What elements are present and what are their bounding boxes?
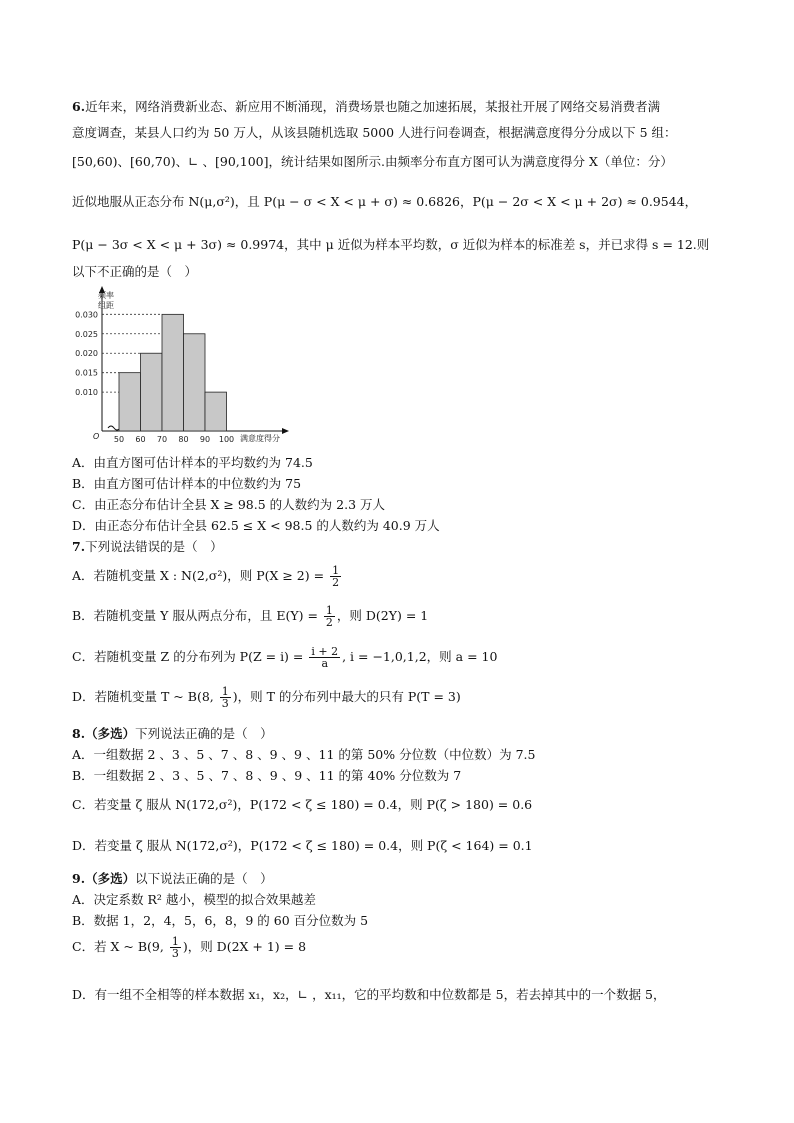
q6-number: 6. xyxy=(72,99,86,114)
x-axis-arrow xyxy=(282,428,289,434)
q9-c-fraction xyxy=(170,936,181,959)
q7-d-text: D．若随机变量 T ~ B(8, xyxy=(72,689,218,704)
q6-line3: [50,60)、[60,70)、∟ 、[90,100]，统计结果如图所示.由频率分布直方图可认为满意度得分 X（单位：分） xyxy=(72,154,673,169)
histogram-bar xyxy=(119,373,141,431)
q9-tag: （多选） xyxy=(85,871,136,886)
q7-b-num: 1 xyxy=(325,604,333,617)
q7-a-text: A．若随机变量 X : N(2,σ²)，则 P(X ≥ 2) = xyxy=(72,568,329,583)
q7-stem-text: 下列说法错误的是（ ） xyxy=(85,539,223,554)
q6-option-a: A．由直方图可估计样本的平均数约为 74.5 xyxy=(72,455,313,470)
histogram-chart xyxy=(72,283,312,445)
q7-c-fraction xyxy=(309,646,340,669)
q7-c-den: a xyxy=(321,657,328,670)
q7-a-den: 2 xyxy=(332,576,340,589)
q7-b-fraction xyxy=(324,605,335,628)
histogram-bar xyxy=(205,392,227,431)
x-tick-label: 50 xyxy=(113,435,125,444)
q9-c-post: )，则 D(2X + 1) = 8 xyxy=(182,939,307,954)
q9-option-b: B．数据 1，2，4，5，6，8，9 的 60 百分位数为 5 xyxy=(72,913,369,928)
q6-line4: 近似地服从正态分布 N(μ,σ²)，且 P(μ − σ < X < μ + σ) ≈ 0.6826，P(μ − 2σ < X < μ + 2σ) ≈ 0.9544， xyxy=(72,194,698,209)
q6-option-c: C．由正态分布估计全县 X ≥ 98.5 的人数约为 2.3 万人 xyxy=(72,497,385,512)
q9-stem-text: 以下说法正确的是（ ） xyxy=(135,871,273,886)
q6-line2: 意度调查，某县人口约为 50 万人，从该县随机选取 5000 人进行问卷调查，根据满意度得分分成以下 5 组： xyxy=(72,125,677,140)
y-tick-label: 0.015 xyxy=(75,368,98,378)
x-axis-label: 满意度得分 xyxy=(240,434,280,443)
q7-option-b xyxy=(72,605,428,628)
x-tick-label: 70 xyxy=(156,435,168,444)
q8-option-c: C．若变量 ζ 服从 N(172,σ²)，P(172 < ζ ≤ 180) = 0.4，则 P(ζ > 180) = 0.6 xyxy=(72,797,533,812)
histogram-bar xyxy=(141,353,163,431)
q6-option-b: B．由直方图可估计样本的中位数约为 75 xyxy=(72,476,302,491)
q6-line6: 以下不正确的是（ ） xyxy=(72,264,198,279)
histogram-bar xyxy=(184,334,206,431)
q8-option-d: D．若变量 ζ 服从 N(172,σ²)，P(172 < ζ ≤ 180) = 0.4，则 P(ζ < 164) = 0.1 xyxy=(72,838,533,853)
q7-b-den: 2 xyxy=(325,616,333,629)
q7-d-post: )，则 T 的分布列中最大的只有 P(T = 3) xyxy=(232,689,461,704)
q6-line1 xyxy=(72,97,660,115)
origin-label: O xyxy=(93,432,100,441)
y-tick-label: 0.020 xyxy=(75,349,98,359)
q7-c-text: C．若随机变量 Z 的分布列为 P(Z = i) = xyxy=(72,649,308,664)
q6-option-d: D．由正态分布估计全县 62.5 ≤ X < 98.5 的人数约为 40.9 万人 xyxy=(72,518,440,533)
q7-a-fraction xyxy=(330,565,341,588)
x-tick-label: 80 xyxy=(178,435,189,444)
q9-c-num: 1 xyxy=(171,935,179,948)
y-tick-label: 0.010 xyxy=(75,388,98,398)
q6-line5: P(μ − 3σ < X < μ + 3σ) ≈ 0.9974，其中 μ 近似为样本平均数，σ 近似为样本的标准差 s，并已求得 s = 12.则 xyxy=(72,237,710,252)
q7-b-text: B．若随机变量 Y 服从两点分布，且 E(Y) = xyxy=(72,608,322,623)
histogram-bar xyxy=(162,314,184,431)
q7-c-post: , i = −1,0,1,2，则 a = 10 xyxy=(342,649,498,664)
q7-b-post: ，则 D(2Y) = 1 xyxy=(336,608,429,623)
q7-option-d xyxy=(72,686,461,709)
q7-d-fraction xyxy=(220,686,231,709)
q9-option-a: A．决定系数 R² 越小，模型的拟合效果越差 xyxy=(72,892,316,907)
q8-option-b: B．一组数据 2 、3 、5 、7 、8 、9 、9 、11 的第 40% 分位数为 7 xyxy=(72,768,462,783)
q9-stem xyxy=(72,869,273,887)
q9-c-den: 3 xyxy=(171,947,179,960)
q8-tag: （多选） xyxy=(85,726,136,741)
q7-number: 7. xyxy=(72,539,86,554)
x-tick-label: 60 xyxy=(135,435,146,444)
q6-line1-text: 近年来，网络消费新业态、新应用不断涌现，消费场景也随之加速拓展，某报社开展了网络交易消费者满 xyxy=(85,99,661,114)
q9-option-c xyxy=(72,936,306,959)
axis-break-mark xyxy=(108,426,120,430)
q7-option-c xyxy=(72,646,497,669)
x-tick-label: 90 xyxy=(199,435,211,444)
q9-c-text: C．若 X ~ B(9, xyxy=(72,939,168,954)
q8-number: 8. xyxy=(72,726,86,741)
q7-c-num: i + 2 xyxy=(311,645,339,658)
q7-stem xyxy=(72,537,223,555)
q9-number: 9. xyxy=(72,871,86,886)
q8-stem xyxy=(72,724,273,742)
y-label-top: 频率 xyxy=(98,291,114,300)
q8-stem-text: 下列说法正确的是（ ） xyxy=(135,726,273,741)
x-tick-label: 100 xyxy=(218,435,235,444)
q7-option-a xyxy=(72,565,343,588)
q9-option-d: D．有一组不全相等的样本数据 x₁，x₂，∟ ，x₁₁，它的平均数和中位数都是 5，若去掉其中的一个数据 5， xyxy=(72,987,666,1002)
q7-d-den: 3 xyxy=(221,697,229,710)
q7-a-num: 1 xyxy=(332,564,340,577)
y-tick-label: 0.030 xyxy=(75,310,98,320)
y-tick-label: 0.025 xyxy=(75,329,98,339)
y-label-bottom: 组距 xyxy=(98,301,114,310)
q8-option-a: A．一组数据 2 、3 、5 、7 、8 、9 、9 、11 的第 50% 分位数（中位数）为 7.5 xyxy=(72,747,536,762)
q7-d-num: 1 xyxy=(221,685,229,698)
